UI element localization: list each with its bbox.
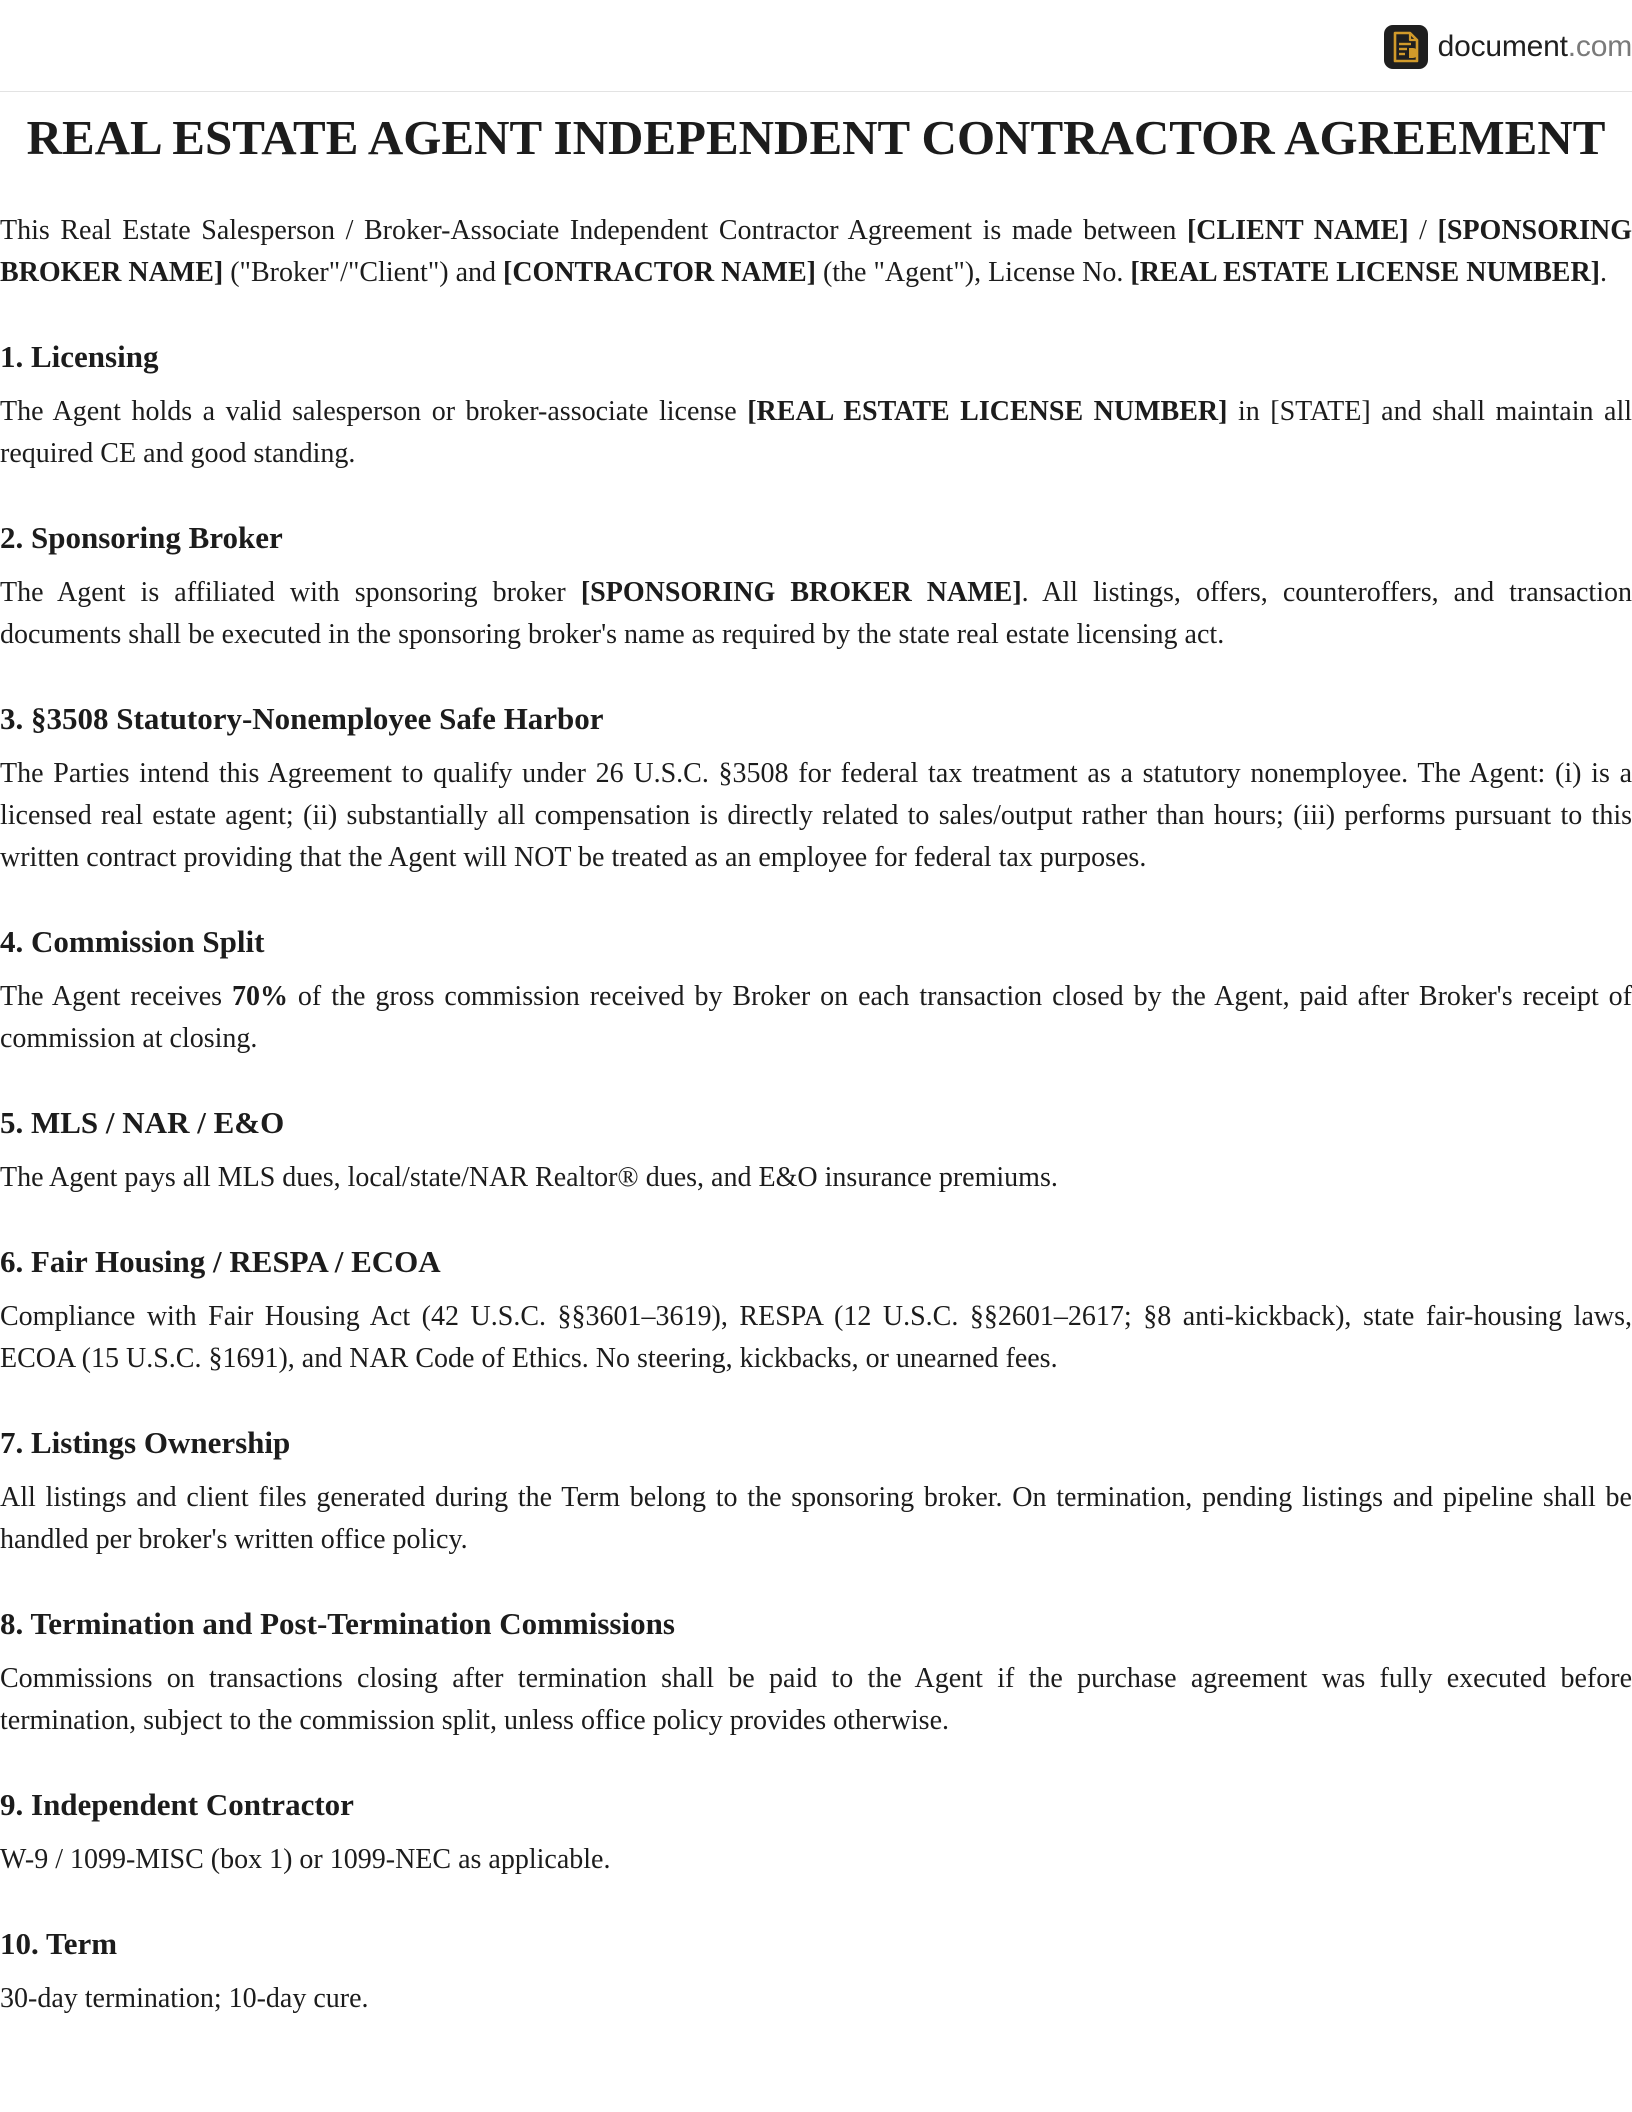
brand-name-tld: .com — [1567, 30, 1632, 63]
brand-name-main: document — [1437, 30, 1568, 63]
section-sponsoring-broker — [0, 518, 1632, 656]
section-commission-split — [0, 922, 1632, 1060]
section-text-part: . All listings, offers, counteroffers, and transaction documents shall be executed in the sponsoring broker's name as required by the state real estate licensing act. — [0, 577, 1632, 650]
section-listings-ownership — [0, 1423, 1632, 1561]
intro-text-5: . — [1600, 257, 1607, 288]
contractor-name-placeholder: [CONTRACTOR NAME] — [503, 257, 816, 288]
section-heading: 9. Independent Contractor — [0, 1787, 354, 1822]
document-logo-icon — [1384, 25, 1428, 69]
section-heading: 5. MLS / NAR / E&O — [0, 1105, 285, 1140]
section-text: All listings and client files generated during the Term belong to the sponsoring broker. On termination, pending listings and pipeline shall be handled per broker's written office policy. — [0, 1482, 1632, 1555]
brand[interactable] — [1384, 25, 1632, 69]
commission-percent: 70% — [231, 981, 288, 1012]
section-text — [0, 572, 1632, 656]
intro-text-4: (the "Agent"), License No. — [815, 257, 1131, 288]
intro-text-3: ("Broker"/"Client") and — [223, 257, 504, 288]
document-title: REAL ESTATE AGENT INDEPENDENT CONTRACTOR AGREEMENT — [26, 110, 1606, 165]
sponsoring-broker-placeholder: [SPONSORING BROKER NAME] — [580, 577, 1022, 608]
document-body — [0, 108, 1632, 2020]
section-heading: 1. Licensing — [0, 339, 159, 374]
intro-text-2: / — [1408, 215, 1438, 246]
section-fair-housing — [0, 1242, 1632, 1380]
section-text: 30-day termination; 10-day cure. — [0, 1983, 369, 2014]
section-heading: 2. Sponsoring Broker — [0, 520, 283, 555]
section-heading: 10. Term — [0, 1926, 118, 1961]
intro-paragraph — [0, 210, 1632, 294]
section-text: The Parties intend this Agreement to qualify under 26 U.S.C. §3508 for federal tax treatment as a statutory nonemployee. The Agent: (i) is a licensed real estate agent; (ii) substantially all compensation is directly related to sales/output rather than hours; (iii) performs pursuant to this written contract providing that the Agent will NOT be treated as an employee for federal tax purposes. — [0, 758, 1632, 873]
section-licensing — [0, 337, 1632, 475]
section-heading: 7. Listings Ownership — [0, 1425, 291, 1460]
section-heading: 3. §3508 Statutory-Nonemployee Safe Harbor — [0, 701, 604, 736]
section-independent-contractor — [0, 1785, 1632, 1881]
section-safe-harbor — [0, 699, 1632, 879]
section-text-part: The Agent receives — [0, 981, 232, 1012]
license-number-placeholder: [REAL ESTATE LICENSE NUMBER] — [747, 396, 1228, 427]
section-text: Compliance with Fair Housing Act (42 U.S.C. §§3601–3619), RESPA (12 U.S.C. §§2601–2617; §8 anti-kickback), state fair-housing laws, ECOA (15 U.S.C. §1691), and NAR Code of Ethics. No steering, kickbacks, or unearned fees. — [0, 1301, 1632, 1374]
section-text: W-9 / 1099-MISC (box 1) or 1099-NEC as applicable. — [0, 1844, 611, 1875]
top-bar — [0, 0, 1632, 92]
section-text: The Agent pays all MLS dues, local/state/NAR Realtor® dues, and E&O insurance premiums. — [0, 1162, 1058, 1193]
section-text — [0, 391, 1632, 475]
section-heading: 4. Commission Split — [0, 924, 265, 959]
section-heading: 8. Termination and Post-Termination Commissions — [0, 1606, 675, 1641]
section-text: Commissions on transactions closing after termination shall be paid to the Agent if the purchase agreement was fully executed before termination, subject to the commission split, unless office policy provides otherwise. — [0, 1663, 1632, 1736]
intro-text-1: This Real Estate Salesperson / Broker-Associate Independent Contractor Agreement is made between — [0, 215, 1187, 246]
brand-name — [1438, 30, 1632, 64]
section-termination — [0, 1604, 1632, 1742]
section-text-part: of the gross commission received by Broker on each transaction closed by the Agent, paid after Broker's receipt of commission at closing. — [0, 981, 1632, 1054]
section-text-part: The Agent holds a valid salesperson or broker-associate license — [0, 396, 748, 427]
section-text — [0, 976, 1632, 1060]
client-name-placeholder: [CLIENT NAME] — [1186, 215, 1409, 246]
section-term — [0, 1924, 1632, 2020]
section-heading: 6. Fair Housing / RESPA / ECOA — [0, 1244, 441, 1279]
sponsoring-broker-placeholder: [SPONSORING BROKER NAME] — [0, 215, 1632, 288]
section-text-part: in [STATE] and shall maintain all required CE and good standing. — [0, 396, 1632, 469]
section-mls-nar-eo — [0, 1103, 1632, 1199]
license-number-placeholder: [REAL ESTATE LICENSE NUMBER] — [1130, 257, 1600, 288]
section-text-part: The Agent is affiliated with sponsoring broker — [0, 577, 581, 608]
